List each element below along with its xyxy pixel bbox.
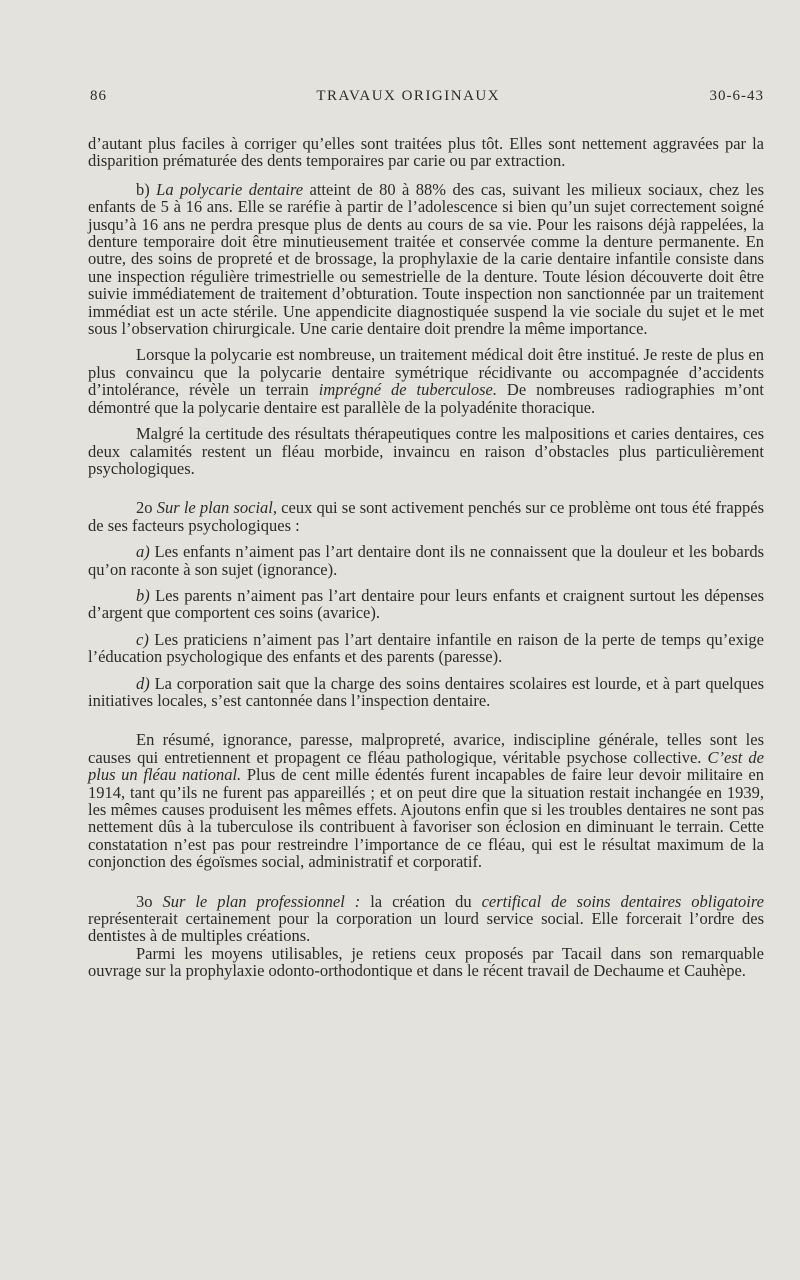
paragraph-text: la création du: [360, 891, 482, 911]
paragraph-text: représenterait certainement pour la corporation un lourd service social. Elle forcerait l’ordre des dentistes à de multiples créations.: [88, 909, 764, 946]
list-item-a: [88, 543, 764, 578]
list-marker: c): [136, 629, 149, 649]
list-item-text: Les praticiens n’aiment pas l’art dentaire infantile en raison de la perte de temps qu’exige l’éducation psychologique des enfants et des parents (paresse).: [88, 629, 764, 667]
paragraph-means: Parmi les moyens utilisables, je retiens ceux proposés par Tacail dans son remarquable ouvrage sur la prophylaxie odonto-orthodontique et dans le récent travail de Dechaume et Cauhèpe.: [88, 943, 764, 981]
emphasis: La polycarie dentaire: [156, 179, 304, 199]
page-header: [90, 88, 764, 105]
paragraph-treatment: [88, 346, 764, 416]
article-body: [88, 135, 764, 980]
paragraph-text: En résumé, ignorance, paresse, malpropreté, avarice, indiscipline générale, telles sont les causes qui entretiennent et propagent ce fléau pathologique, véritable psychose collective.: [88, 730, 764, 767]
paragraph-certitude: Malgré la certitude des résultats thérapeutiques contre les malpositions et caries dentaires, ces deux calamités restent un fléau morbide, invaincu en raison d’obstacles plus particulièrement psychologiques.: [88, 424, 764, 478]
section-number: 2o: [136, 498, 153, 518]
paragraph-text: ceux qui se sont activement penchés sur ce problème ont tous été frappés de ses facteurs psychologiques :: [88, 498, 764, 535]
running-title: TRAVAUX ORIGINAUX: [316, 88, 501, 104]
list-item-text: Les enfants n’aiment pas l’art dentaire dont ils ne connaissent que la douleur et les bobards qu’on raconte à son sujet (ignorance).: [88, 542, 764, 579]
paragraph-summary: [88, 731, 764, 870]
list-item-c: [88, 631, 764, 666]
paragraph-text: Plus de cent mille édentés furent incapables de faire leur devoir militaire en 1914, tant qu’ils ne furent pas appareillés ; et on peut dire que la situation restait inchangée en 1939, les mêmes causes produisent les mêmes effets. Ajoutons enfin que si les troubles dentaires ne sont pas nettement dûs à la tuberculose ils contribuent à favoriser son éclosion en diminuant le terrain. Cette constatation n’est pas pour restreindre l’importance de ce fléau, qui est le résultat maximum de la conjonction des égoïsmes social, administratif et corporatif.: [88, 765, 764, 872]
list-marker: b): [136, 585, 150, 605]
paragraph-text: De nombreuses radiographies m’ont démontré que la polycarie dentaire est parallèle de la polyadénite thoracique.: [88, 380, 764, 417]
list-item-text: La corporation sait que la charge des soins dentaires scolaires est lourde, et à part quelques initiatives locales, s’est cantonnée dans l’inspection dentaire.: [88, 673, 764, 710]
paragraph-continuation: d’autant plus faciles à corriger qu’elles sont traitées plus tôt. Elles sont nettement aggravées par la disparition prématurée des dents temporaires par carie ou par extraction.: [88, 134, 764, 171]
list-marker: d): [136, 673, 150, 693]
emphasis: Sur le plan social,: [156, 498, 277, 518]
list-item-d: [88, 675, 764, 710]
paragraph-professional-plan: [88, 893, 764, 945]
list-item-b: [88, 587, 764, 622]
list-item-text: Les parents n’aiment pas l’art dentaire pour leurs enfants et craignent surtout les dépenses d’argent que comportent ces soins (avarice).: [88, 585, 764, 623]
paragraph-text: Lorsque la polycarie est nombreuse, un traitement médical doit être institué. Je reste de plus en plus convaincu que la polycarie dentaire symétrique récidivante ou accompagnée d’accidents d’intolérance, révèle un terrain: [88, 345, 764, 400]
section-number: 3o: [136, 891, 153, 911]
paragraph-text: atteint de 80 à 88% des cas, suivant les milieux sociaux, chez les enfants de 5 à 16 ans. Elle se raréfie à partir de l’adolescence si bien qu’un sujet correctement soigné jusqu’à 16 ans ne perdra presque plus de dents au cours de sa vie. Pour les raisons déjà rappelées, la denture temporaire doit être minutieusement traitée et conservée comme la denture permanente. En outre, des soins de propreté et de brossage, la prophylaxie de la carie dentaire infantile consiste dans une inspection régulière trimestrielle ou semestrielle de la denture. Toute lésion découverte doit être suivie immédiatement de traitement d’obturation. Toute inspection non sanctionnée par un traitement immédiat est un acte stérile. Une appendicite diagnostiquée suspend la vie sociale du sujet et le met sous l’observation chirurgicale. Une carie dentaire doit prendre la même importance.: [88, 179, 764, 339]
issue-date: 30-6-43: [709, 88, 764, 104]
emphasis: C’est de plus un fléau national.: [88, 747, 764, 785]
page-number: 86: [90, 88, 107, 104]
emphasis: imprégné de tuberculose.: [318, 380, 497, 400]
paragraph-social-plan: [88, 499, 764, 534]
emphasis: certifical de soins dentaires obligatoire: [481, 891, 765, 911]
emphasis: Sur le plan professionnel :: [162, 891, 361, 911]
paragraph-polycarie: [88, 181, 764, 338]
list-marker: a): [136, 542, 150, 562]
list-marker: b): [136, 179, 150, 199]
